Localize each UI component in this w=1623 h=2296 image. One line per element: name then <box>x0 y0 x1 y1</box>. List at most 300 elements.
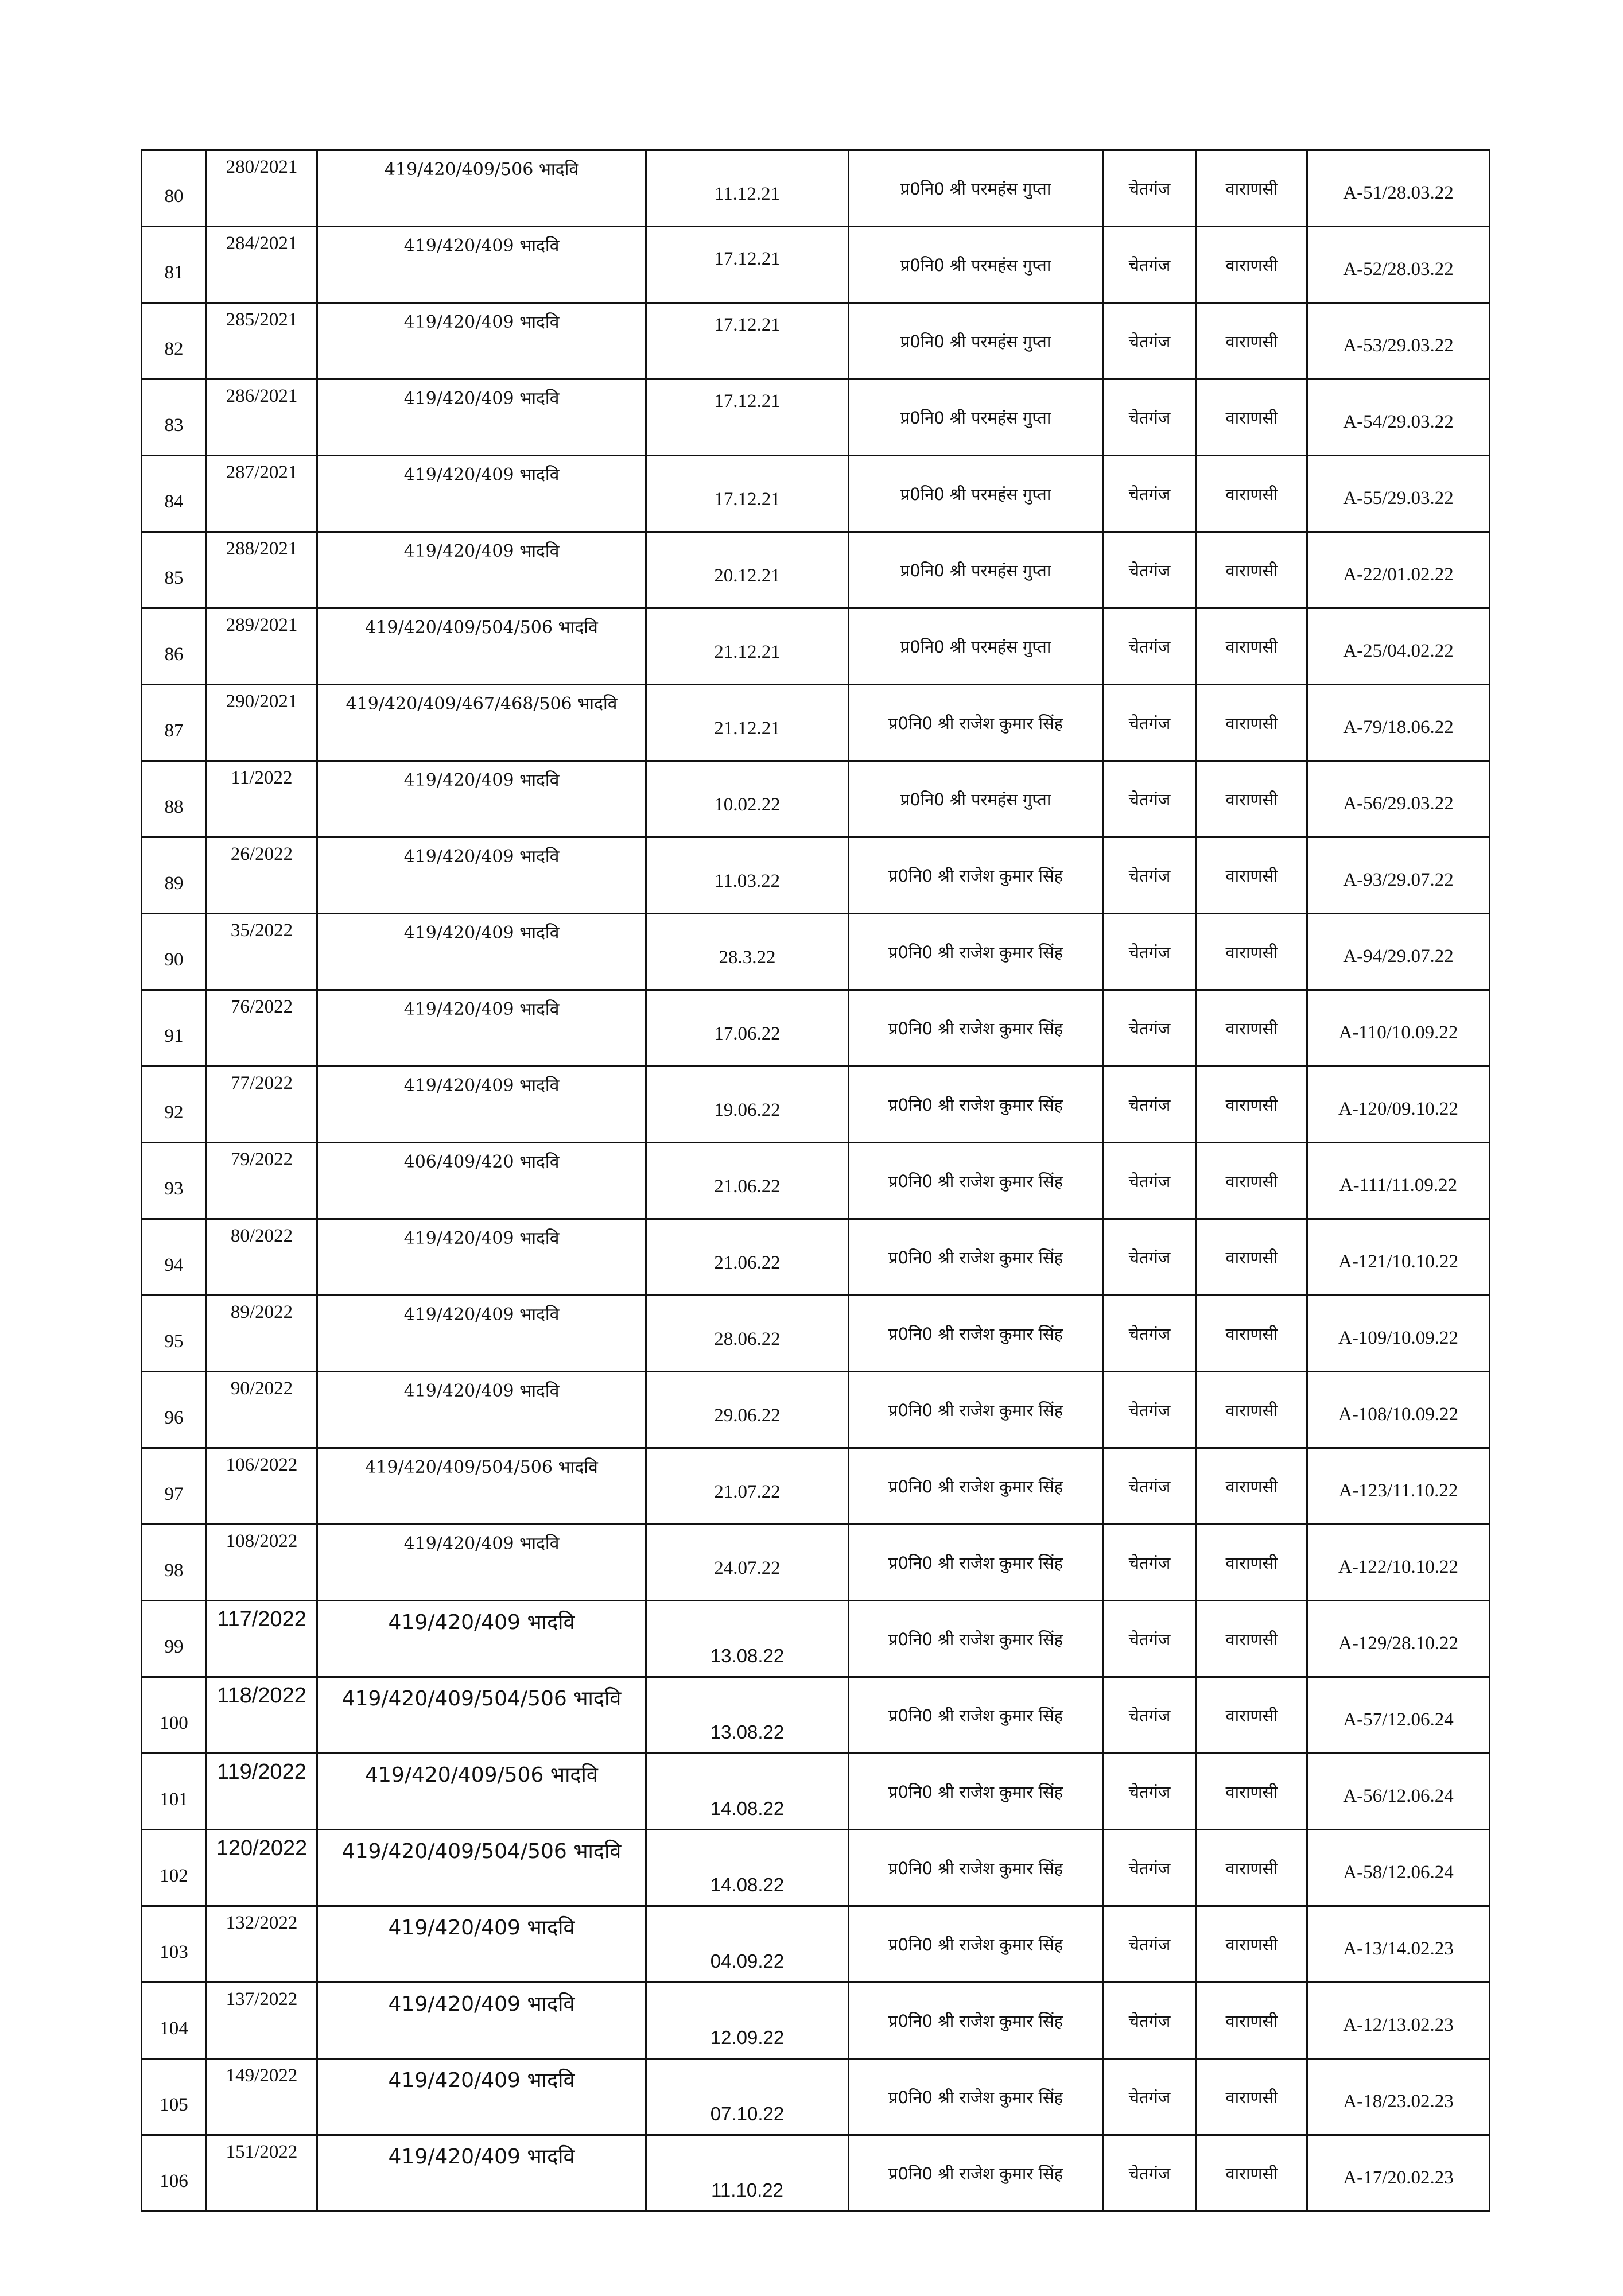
date-cell <box>646 1448 849 1525</box>
sections-cell <box>317 914 646 990</box>
date-cell <box>646 1754 849 1830</box>
police-station: चेतगंज <box>1128 1247 1171 1267</box>
crime-number: 80/2022 <box>230 1225 293 1246</box>
sections: 419/420/409 भादवि <box>388 2145 575 2169</box>
sections: 419/420/409 भादवि <box>403 1534 560 1554</box>
district: वाराणसी <box>1225 1858 1278 1878</box>
serial-number-cell <box>142 227 207 303</box>
officer-cell <box>849 837 1103 914</box>
serial-number-cell <box>142 150 207 227</box>
serial-number-cell <box>142 914 207 990</box>
reference: A-57/12.06.24 <box>1343 1709 1454 1730</box>
serial-number: 96 <box>164 1407 184 1428</box>
reference-cell <box>1307 1296 1490 1372</box>
sections: 419/420/409 भादवि <box>403 465 560 485</box>
sections: 419/420/409 भादवि <box>403 923 560 943</box>
district-cell <box>1197 150 1307 227</box>
crime-number: 77/2022 <box>230 1073 293 1093</box>
date-cell <box>646 1906 849 1983</box>
reference-cell <box>1307 1525 1490 1601</box>
district: वाराणसी <box>1225 408 1278 428</box>
date-cell <box>646 914 849 990</box>
crime-number-cell <box>207 1983 317 2059</box>
officer-cell <box>849 761 1103 837</box>
police-station-cell <box>1103 379 1197 456</box>
date-cell <box>646 1601 849 1677</box>
sections: 419/420/409 भादवि <box>388 2069 575 2092</box>
date: 21.07.22 <box>714 1481 781 1502</box>
reference: A-18/23.02.23 <box>1343 2091 1454 2112</box>
officer-cell <box>849 1754 1103 1830</box>
crime-number: 117/2022 <box>217 1607 306 1631</box>
officer-cell <box>849 1601 1103 1677</box>
crime-number-cell <box>207 379 317 456</box>
serial-number: 83 <box>164 414 184 436</box>
date: 29.06.22 <box>714 1405 781 1426</box>
date-cell <box>646 379 849 456</box>
sections: 419/420/409/504/506 भादवि <box>365 1457 598 1477</box>
sections: 419/420/409 भादवि <box>388 1992 575 2016</box>
district: वाराणसी <box>1225 484 1278 504</box>
district: वाराणसी <box>1225 331 1278 351</box>
officer-cell <box>849 303 1103 379</box>
date-cell <box>646 990 849 1066</box>
officer: प्र0नि0 श्री परमहंस गुप्ता <box>900 560 1051 580</box>
sections-cell <box>317 1601 646 1677</box>
district-cell <box>1197 1677 1307 1754</box>
officer-cell <box>849 227 1103 303</box>
table-row <box>142 914 1490 990</box>
date: 11.03.22 <box>714 870 781 891</box>
reference-cell <box>1307 1983 1490 2059</box>
serial-number-cell <box>142 761 207 837</box>
reference-cell <box>1307 227 1490 303</box>
police-station-cell <box>1103 1296 1197 1372</box>
serial-number-cell <box>142 1601 207 1677</box>
sections: 419/420/409 भादवि <box>388 1916 575 1940</box>
reference-cell <box>1307 303 1490 379</box>
officer: प्र0नि0 श्री परमहंस गुप्ता <box>900 255 1051 275</box>
table-row <box>142 990 1490 1066</box>
crime-number-cell <box>207 761 317 837</box>
officer: प्र0नि0 श्री राजेश कुमार सिंह <box>888 866 1063 886</box>
police-station-cell <box>1103 837 1197 914</box>
police-station-cell <box>1103 1066 1197 1143</box>
reference-cell <box>1307 150 1490 227</box>
date-cell <box>646 532 849 608</box>
reference-cell <box>1307 1372 1490 1448</box>
police-station-cell <box>1103 1677 1197 1754</box>
officer: प्र0नि0 श्री राजेश कुमार सिंह <box>888 1553 1063 1573</box>
sections-cell <box>317 1066 646 1143</box>
police-station: चेतगंज <box>1128 1934 1171 1954</box>
crime-number-cell <box>207 532 317 608</box>
sections-cell <box>317 2135 646 2212</box>
date-cell <box>646 1219 849 1296</box>
police-station-cell <box>1103 608 1197 685</box>
district-cell <box>1197 1372 1307 1448</box>
crime-number: 76/2022 <box>230 996 293 1017</box>
date: 24.07.22 <box>714 1557 781 1578</box>
crime-number: 79/2022 <box>230 1149 293 1170</box>
police-station-cell <box>1103 1525 1197 1601</box>
reference: A-53/29.03.22 <box>1343 335 1454 356</box>
sections: 419/420/409 भादवि <box>388 1611 575 1634</box>
officer: प्र0नि0 श्री राजेश कुमार सिंह <box>888 1782 1063 1802</box>
officer: प्र0नि0 श्री परमहंस गुप्ता <box>900 484 1051 504</box>
date-cell <box>646 2135 849 2212</box>
district: वाराणसी <box>1225 1476 1278 1496</box>
sections: 419/420/409 भादवि <box>403 847 560 867</box>
date-cell <box>646 685 849 761</box>
district-cell <box>1197 761 1307 837</box>
crime-number-cell <box>207 1754 317 1830</box>
crime-number: 132/2022 <box>226 1913 298 1933</box>
sections: 406/409/420 भादवि <box>403 1152 560 1172</box>
serial-number: 102 <box>160 1865 188 1886</box>
district-cell <box>1197 1601 1307 1677</box>
sections-cell <box>317 1219 646 1296</box>
sections-cell <box>317 303 646 379</box>
table-row <box>142 2059 1490 2135</box>
officer: प्र0नि0 श्री परमहंस गुप्ता <box>900 331 1051 351</box>
table-row <box>142 685 1490 761</box>
officer-cell <box>849 1983 1103 2059</box>
reference-cell <box>1307 914 1490 990</box>
date: 11.12.21 <box>714 183 781 204</box>
district: वाराणसी <box>1225 789 1278 809</box>
police-station-cell <box>1103 1372 1197 1448</box>
reference: A-17/20.02.23 <box>1343 2167 1454 2188</box>
district: वाराणसी <box>1225 1171 1278 1191</box>
district: वाराणसी <box>1225 1247 1278 1267</box>
crime-number-cell <box>207 227 317 303</box>
officer-cell <box>849 685 1103 761</box>
sections-cell <box>317 2059 646 2135</box>
officer-cell <box>849 456 1103 532</box>
police-station: चेतगंज <box>1128 713 1171 733</box>
reference: A-79/18.06.22 <box>1343 716 1454 738</box>
officer-cell <box>849 1143 1103 1219</box>
reference: A-129/28.10.22 <box>1338 1632 1458 1654</box>
police-station-cell <box>1103 150 1197 227</box>
crime-number: 287/2021 <box>226 462 298 483</box>
district: वाराणसी <box>1225 1705 1278 1725</box>
district: वाराणसी <box>1225 1095 1278 1115</box>
reference-cell <box>1307 990 1490 1066</box>
date: 17.12.21 <box>714 488 781 510</box>
crime-number-cell <box>207 1066 317 1143</box>
officer: प्र0नि0 श्री राजेश कुमार सिंह <box>888 1095 1063 1115</box>
serial-number: 105 <box>160 2094 188 2115</box>
district: वाराणसी <box>1225 637 1278 657</box>
sections-cell <box>317 1296 646 1372</box>
officer-cell <box>849 608 1103 685</box>
table-row <box>142 1983 1490 2059</box>
table-row <box>142 1754 1490 1830</box>
crime-number: 119/2022 <box>217 1760 306 1784</box>
reference: A-122/10.10.22 <box>1338 1556 1458 1577</box>
district: वाराणसी <box>1225 1629 1278 1649</box>
date: 21.06.22 <box>714 1252 781 1273</box>
serial-number: 81 <box>164 262 184 283</box>
sections-cell <box>317 379 646 456</box>
serial-number: 94 <box>164 1254 184 1275</box>
police-station-cell <box>1103 227 1197 303</box>
serial-number-cell <box>142 1372 207 1448</box>
district-cell <box>1197 1830 1307 1906</box>
officer: प्र0नि0 श्री राजेश कुमार सिंह <box>888 1171 1063 1191</box>
serial-number-cell <box>142 379 207 456</box>
police-station: चेतगंज <box>1128 1324 1171 1344</box>
crime-number: 106/2022 <box>226 1455 298 1475</box>
serial-number: 103 <box>160 1941 188 1963</box>
reference: A-55/29.03.22 <box>1343 487 1454 509</box>
crime-number-cell <box>207 1219 317 1296</box>
district-cell <box>1197 2135 1307 2212</box>
date: 21.12.21 <box>714 641 781 662</box>
reference: A-94/29.07.22 <box>1343 945 1454 967</box>
crime-number: 289/2021 <box>226 615 298 635</box>
sections-cell <box>317 990 646 1066</box>
crime-number: 26/2022 <box>230 844 293 864</box>
reference-cell <box>1307 1143 1490 1219</box>
serial-number-cell <box>142 1296 207 1372</box>
crime-number-cell <box>207 1830 317 1906</box>
district-cell <box>1197 227 1307 303</box>
reference-cell <box>1307 837 1490 914</box>
sections-cell <box>317 685 646 761</box>
reference-cell <box>1307 2135 1490 2212</box>
officer: प्र0नि0 श्री राजेश कुमार सिंह <box>888 1324 1063 1344</box>
table-row <box>142 303 1490 379</box>
officer-cell <box>849 1066 1103 1143</box>
date-cell <box>646 761 849 837</box>
officer-cell <box>849 2135 1103 2212</box>
crime-number: 284/2021 <box>226 233 298 254</box>
table-row <box>142 150 1490 227</box>
crime-number-cell <box>207 685 317 761</box>
sections-cell <box>317 1906 646 1983</box>
sections: 419/420/409/504/506 भादवि <box>341 1840 622 1863</box>
crime-number: 286/2021 <box>226 386 298 406</box>
officer-cell <box>849 914 1103 990</box>
serial-number-cell <box>142 1830 207 1906</box>
district: वाराणसी <box>1225 1553 1278 1573</box>
table-row <box>142 608 1490 685</box>
serial-number-cell <box>142 1754 207 1830</box>
sections: 419/420/409 भादवि <box>403 1228 560 1248</box>
reference-cell <box>1307 1754 1490 1830</box>
sections-cell <box>317 1372 646 1448</box>
date-cell <box>646 837 849 914</box>
crime-number: 89/2022 <box>230 1302 293 1322</box>
sections-cell <box>317 761 646 837</box>
date-cell <box>646 1066 849 1143</box>
reference: A-108/10.09.22 <box>1338 1403 1458 1425</box>
district-cell <box>1197 1448 1307 1525</box>
police-station-cell <box>1103 914 1197 990</box>
police-station: चेतगंज <box>1128 1858 1171 1878</box>
police-station: चेतगंज <box>1128 1629 1171 1649</box>
date: 07.10.22 <box>710 2103 785 2124</box>
table-row <box>142 1906 1490 1983</box>
reference: A-56/29.03.22 <box>1343 793 1454 814</box>
officer: प्र0नि0 श्री राजेश कुमार सिंह <box>888 1400 1063 1420</box>
police-station-cell <box>1103 990 1197 1066</box>
sections-cell <box>317 1754 646 1830</box>
district-cell <box>1197 990 1307 1066</box>
district: वाराणसी <box>1225 2011 1278 2031</box>
sections-cell <box>317 227 646 303</box>
table-row <box>142 532 1490 608</box>
crime-number: 90/2022 <box>230 1378 293 1399</box>
date: 17.12.21 <box>714 390 781 412</box>
serial-number-cell <box>142 1525 207 1601</box>
reference-cell <box>1307 1906 1490 1983</box>
district: वाराणसी <box>1225 255 1278 275</box>
crime-number-cell <box>207 1143 317 1219</box>
police-station-cell <box>1103 532 1197 608</box>
serial-number: 100 <box>160 1712 188 1733</box>
sections: 419/420/409 भादवि <box>403 312 560 332</box>
crime-number: 151/2022 <box>226 2142 298 2162</box>
serial-number: 92 <box>164 1102 184 1123</box>
date: 17.06.22 <box>714 1023 781 1044</box>
crime-number: 149/2022 <box>226 2065 298 2086</box>
police-station: चेतगंज <box>1128 1018 1171 1038</box>
reference: A-120/09.10.22 <box>1338 1098 1458 1119</box>
reference-cell <box>1307 1830 1490 1906</box>
serial-number: 99 <box>164 1636 184 1657</box>
officer-cell <box>849 379 1103 456</box>
police-station-cell <box>1103 685 1197 761</box>
serial-number-cell <box>142 1677 207 1754</box>
officer: प्र0नि0 श्री परमहंस गुप्ता <box>900 789 1051 809</box>
serial-number: 98 <box>164 1560 184 1581</box>
officer-cell <box>849 1525 1103 1601</box>
reference-cell <box>1307 456 1490 532</box>
police-station: चेतगंज <box>1128 1553 1171 1573</box>
reference-cell <box>1307 1219 1490 1296</box>
reference: A-93/29.07.22 <box>1343 869 1454 890</box>
officer-cell <box>849 150 1103 227</box>
serial-number: 88 <box>164 796 184 817</box>
sections: 419/420/409 भादवि <box>403 236 560 256</box>
police-station: चेतगंज <box>1128 942 1171 962</box>
serial-number-cell <box>142 303 207 379</box>
officer-cell <box>849 1219 1103 1296</box>
reference: A-54/29.03.22 <box>1343 411 1454 432</box>
officer: प्र0नि0 श्री राजेश कुमार सिंह <box>888 2163 1063 2183</box>
serial-number: 80 <box>164 185 184 207</box>
police-station-cell <box>1103 1983 1197 2059</box>
reference: A-52/28.03.22 <box>1343 258 1454 280</box>
table-row <box>142 1448 1490 1525</box>
police-station-cell <box>1103 1219 1197 1296</box>
sections: 419/420/409 भादवि <box>403 541 560 561</box>
police-station: चेतगंज <box>1128 484 1171 504</box>
sections: 419/420/409/506 भादवि <box>365 1763 598 1787</box>
date-cell <box>646 1677 849 1754</box>
reference: A-111/11.09.22 <box>1339 1174 1458 1196</box>
crime-number-cell <box>207 303 317 379</box>
date-cell <box>646 1983 849 2059</box>
police-station: चेतगंज <box>1128 2163 1171 2183</box>
date: 21.06.22 <box>714 1176 781 1197</box>
date-cell <box>646 456 849 532</box>
crime-number: 118/2022 <box>217 1684 306 1708</box>
police-station: चेतगंज <box>1128 1095 1171 1115</box>
date-cell <box>646 150 849 227</box>
police-station: चेतगंज <box>1128 637 1171 657</box>
crime-number-cell <box>207 1372 317 1448</box>
table-row <box>142 837 1490 914</box>
reference: A-51/28.03.22 <box>1343 182 1454 203</box>
reference-cell <box>1307 761 1490 837</box>
date-cell <box>646 227 849 303</box>
serial-number: 90 <box>164 949 184 970</box>
police-station-cell <box>1103 1448 1197 1525</box>
district-cell <box>1197 685 1307 761</box>
crime-number-cell <box>207 914 317 990</box>
district-cell <box>1197 2059 1307 2135</box>
date: 04.09.22 <box>710 1950 785 1972</box>
crime-number: 290/2021 <box>226 691 298 712</box>
district-cell <box>1197 379 1307 456</box>
table-row <box>142 227 1490 303</box>
crime-number-cell <box>207 990 317 1066</box>
date: 14.08.22 <box>710 1874 785 1895</box>
crime-number: 288/2021 <box>226 538 298 559</box>
district-cell <box>1197 914 1307 990</box>
serial-number-cell <box>142 2135 207 2212</box>
officer: प्र0नि0 श्री राजेश कुमार सिंह <box>888 1476 1063 1496</box>
police-station-cell <box>1103 1906 1197 1983</box>
date-cell <box>646 1372 849 1448</box>
sections-cell <box>317 532 646 608</box>
district-cell <box>1197 1906 1307 1983</box>
sections-cell <box>317 608 646 685</box>
crime-number-cell <box>207 1448 317 1525</box>
district-cell <box>1197 1143 1307 1219</box>
sections: 419/420/409/504/506 भादवि <box>365 618 598 638</box>
date-cell <box>646 2059 849 2135</box>
officer-cell <box>849 1448 1103 1525</box>
district: वाराणसी <box>1225 179 1278 199</box>
serial-number-cell <box>142 532 207 608</box>
serial-number: 101 <box>160 1789 188 1810</box>
date-cell <box>646 1830 849 1906</box>
date: 17.12.21 <box>714 248 781 269</box>
sections-cell <box>317 1983 646 2059</box>
crime-number: 280/2021 <box>226 157 298 177</box>
records-table <box>141 149 1490 2212</box>
district-cell <box>1197 837 1307 914</box>
reference: A-109/10.09.22 <box>1338 1327 1458 1348</box>
table-row <box>142 1525 1490 1601</box>
reference-cell <box>1307 2059 1490 2135</box>
officer-cell <box>849 1906 1103 1983</box>
officer: प्र0नि0 श्री राजेश कुमार सिंह <box>888 1629 1063 1649</box>
date: 13.08.22 <box>710 1645 785 1666</box>
table-row <box>142 1830 1490 1906</box>
district: वाराणसी <box>1225 1400 1278 1420</box>
crime-number: 137/2022 <box>226 1989 298 2010</box>
crime-number: 35/2022 <box>230 920 293 941</box>
serial-number: 84 <box>164 491 184 512</box>
table-row <box>142 1296 1490 1372</box>
